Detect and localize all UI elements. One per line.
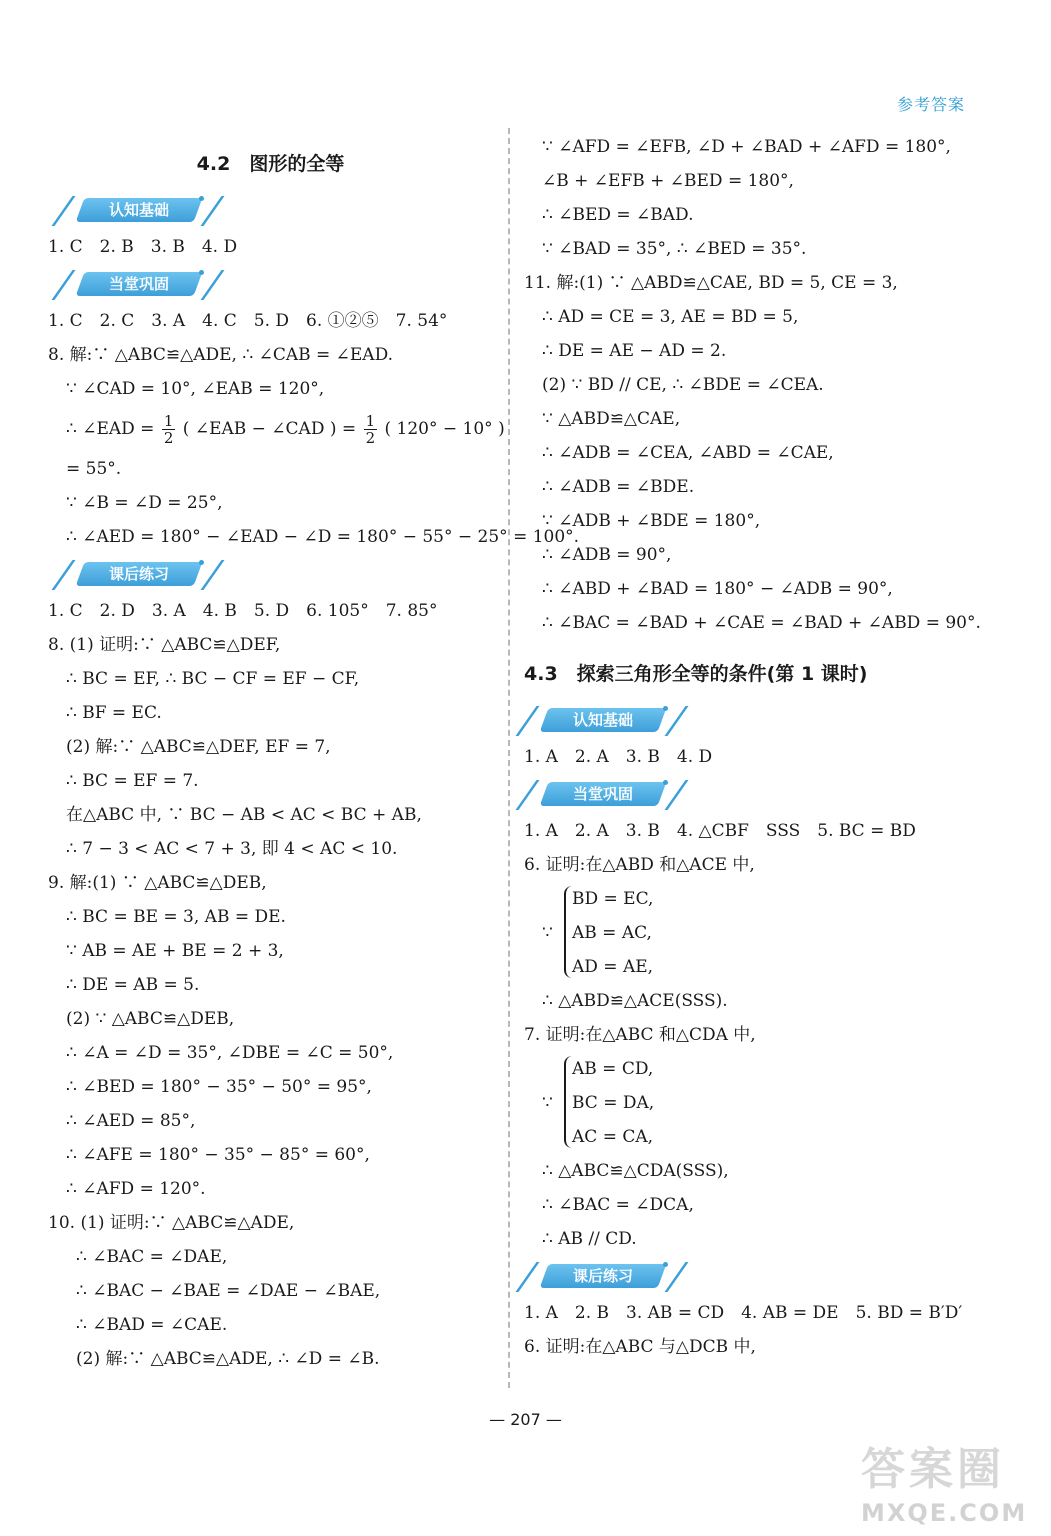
answer-line: ∴ △ABD≌△ACE(SSS). [542, 991, 728, 1011]
watermark [861, 1440, 1041, 1530]
answer-line: ∵ ∠BAD = 35°, ∴ ∠BED = 35°. [542, 239, 807, 259]
answer-line: 1. C 2. D 3. A 4. B 5. D 6. 105° 7. 85° [48, 601, 438, 621]
fraction-pre: ∴ ∠EAD = [66, 419, 155, 439]
badge-after-class-practice [524, 1256, 1004, 1296]
fraction-half: $\frac{1}{2}$ [365, 412, 376, 447]
watermark-logo: 答案圈 [861, 1444, 1005, 1495]
answer-line: ∴ ∠AED = 180° − ∠EAD − ∠D = 180° − 55° − 25° = 100°. [66, 527, 580, 547]
answer-line: ∴ ∠ADB = ∠BDE. [542, 477, 695, 497]
left-column [48, 130, 580, 1376]
badge-cognitive-basics [48, 190, 493, 230]
badge-label: 当堂巩固 [572, 785, 633, 803]
equation: AB = CD, [572, 1059, 654, 1079]
page-number: — 207 — [489, 1410, 562, 1429]
answer-line: (2) ∵ BD // CE, ∴ ∠BDE = ∠CEA. [542, 375, 824, 395]
answer-line: ∴ AB // CD. [542, 1229, 637, 1249]
answer-line: ∴ ∠BAD = ∠CAE. [76, 1315, 228, 1335]
answer-line: ∴ DE = AB = 5. [66, 975, 200, 995]
answer-line: ∵ ∠CAD = 10°, ∠EAB = 120°, [66, 379, 325, 399]
answer-line: ∴ ∠BAC = ∠DCA, [542, 1195, 694, 1215]
answer-line: ∴ ∠ABD + ∠BAD = 180° − ∠ADB = 90°, [542, 579, 893, 599]
answer-line: ∴ BC = EF = 7. [66, 771, 199, 791]
badge-label: 课后练习 [108, 565, 169, 583]
equation: AC = CA, [572, 1127, 654, 1147]
answer-line: (2) 解:∵ △ABC≌△DEF, EF = 7, [66, 737, 331, 757]
badge-in-class-review [48, 264, 493, 304]
answer-line: ∵ ∠ADB + ∠BDE = 180°, [542, 511, 761, 531]
badge-label: 认知基础 [572, 711, 633, 729]
fraction-post: ( 120° − 10° ) [384, 419, 505, 439]
equation: BC = DA, [572, 1093, 655, 1113]
answer-line: 11. 解:(1) ∵ △ABD≌△CAE, BD = 5, CE = 3, [524, 273, 898, 293]
because-symbol: ∵ [542, 923, 553, 943]
equation-system [542, 882, 1004, 984]
fraction-half: $\frac{1}{2}$ [163, 412, 174, 447]
section-title-4-2: 4.2 图形的全等 [196, 153, 345, 175]
badge-label: 当堂巩固 [108, 275, 169, 293]
answer-line: ∴ BC = BE = 3, AB = DE. [66, 907, 286, 927]
answer-line: ∴ ∠BAC − ∠BAE = ∠DAE − ∠BAE, [76, 1281, 381, 1301]
answer-line: ∴ ∠BED = ∠BAD. [542, 205, 694, 225]
answer-line: ∴ ∠ADB = ∠CEA, ∠ABD = ∠CAE, [542, 443, 834, 463]
answer-line: ∵ △ABD≌△CAE, [542, 409, 681, 429]
answer-line: ∴ DE = AE − AD = 2. [542, 341, 727, 361]
fraction-mid: ( ∠EAB − ∠CAD ) = [182, 419, 357, 439]
answer-line: 7. 证明:在△ABC 和△CDA 中, [524, 1025, 756, 1045]
equation: AB = AC, [572, 923, 652, 943]
answer-line: ∴ BF = EC. [66, 703, 162, 723]
badge-in-class-review [524, 774, 1004, 814]
answer-line: ∴ ∠A = ∠D = 35°, ∠DBE = ∠C = 50°, [66, 1043, 394, 1063]
answer-line: ∴ ∠BAC = ∠BAD + ∠CAE = ∠BAD + ∠ABD = 90°. [542, 613, 981, 633]
answer-line: 1. A 2. A 3. B 4. D [524, 747, 713, 767]
answer-line: 1. C 2. B 3. B 4. D [48, 237, 238, 257]
answer-line: 1. A 2. A 3. B 4. △CBF SSS 5. BC = BD [524, 821, 916, 841]
answer-line: 6. 证明:在△ABD 和△ACE 中, [524, 855, 755, 875]
answer-line: = 55°. [66, 459, 122, 479]
answer-line: (2) ∵ △ABC≌△DEB, [66, 1009, 235, 1029]
column-divider [508, 128, 510, 1388]
answer-line: ∴ △ABC≌△CDA(SSS), [542, 1161, 729, 1181]
equation: BD = EC, [572, 889, 654, 909]
answer-line: ∴ ∠AFE = 180° − 35° − 85° = 60°, [66, 1145, 370, 1165]
badge-label: 认知基础 [108, 201, 169, 219]
because-symbol: ∵ [542, 1093, 553, 1113]
answer-line: ∴ ∠BED = 180° − 35° − 50° = 95°, [66, 1077, 372, 1097]
equation: AD = AE, [572, 957, 654, 977]
answer-line: ∴ 7 − 3 < AC < 7 + 3, 即 4 < AC < 10. [66, 839, 398, 859]
answer-line: 10. (1) 证明:∵ △ABC≌△ADE, [48, 1213, 295, 1233]
badge-label: 课后练习 [572, 1267, 633, 1285]
answer-line: 1. A 2. B 3. AB = CD 4. AB = DE 5. BD = B′D′ [524, 1303, 963, 1323]
answer-line: 8. 解:∵ △ABC≌△ADE, ∴ ∠CAB = ∠EAD. [48, 345, 394, 365]
answer-line: ∴ BC = EF, ∴ BC − CF = EF − CF, [66, 669, 360, 689]
answer-line: ∴ ∠AFD = 120°. [66, 1179, 206, 1199]
answer-line: ∴ ∠ADB = 90°, [542, 545, 672, 565]
answer-line: 8. (1) 证明:∵ △ABC≌△DEF, [48, 635, 281, 655]
answer-line: 1. C 2. C 3. A 4. C 5. D 6. ①②⑤ 7. 54° [48, 311, 448, 331]
answer-line: ∴ ∠AED = 85°, [66, 1111, 196, 1131]
answer-line: ∴ ∠BAC = ∠DAE, [76, 1247, 228, 1267]
header-tag: 参考答案 [896, 95, 965, 114]
section-title-4-3: 4.3 探索三角形全等的条件(第 1 课时) [524, 663, 868, 685]
answer-line: 6. 证明:在△ABC 与△DCB 中, [524, 1337, 756, 1357]
answer-line: ∴ AD = CE = 3, AE = BD = 5, [542, 307, 799, 327]
badge-after-class-practice [48, 554, 493, 594]
answer-line: ∵ ∠B = ∠D = 25°, [66, 493, 223, 513]
watermark-url: MXQE.COM [861, 1499, 1028, 1527]
answer-line: 9. 解:(1) ∵ △ABC≌△DEB, [48, 873, 267, 893]
fraction-line [48, 406, 505, 452]
right-column [524, 130, 1004, 1364]
answer-line: ∵ AB = AE + BE = 2 + 3, [66, 941, 284, 961]
badge-cognitive-basics [524, 700, 1004, 740]
answer-line: ∠B + ∠EFB + ∠BED = 180°, [542, 171, 794, 191]
answer-line: (2) 解:∵ △ABC≌△ADE, ∴ ∠D = ∠B. [76, 1349, 380, 1369]
equation-system [542, 1052, 1004, 1154]
answer-line: ∵ ∠AFD = ∠EFB, ∠D + ∠BAD + ∠AFD = 180°, [542, 137, 951, 157]
answer-line: 在△ABC 中, ∵ BC − AB < AC < BC + AB, [66, 805, 422, 825]
